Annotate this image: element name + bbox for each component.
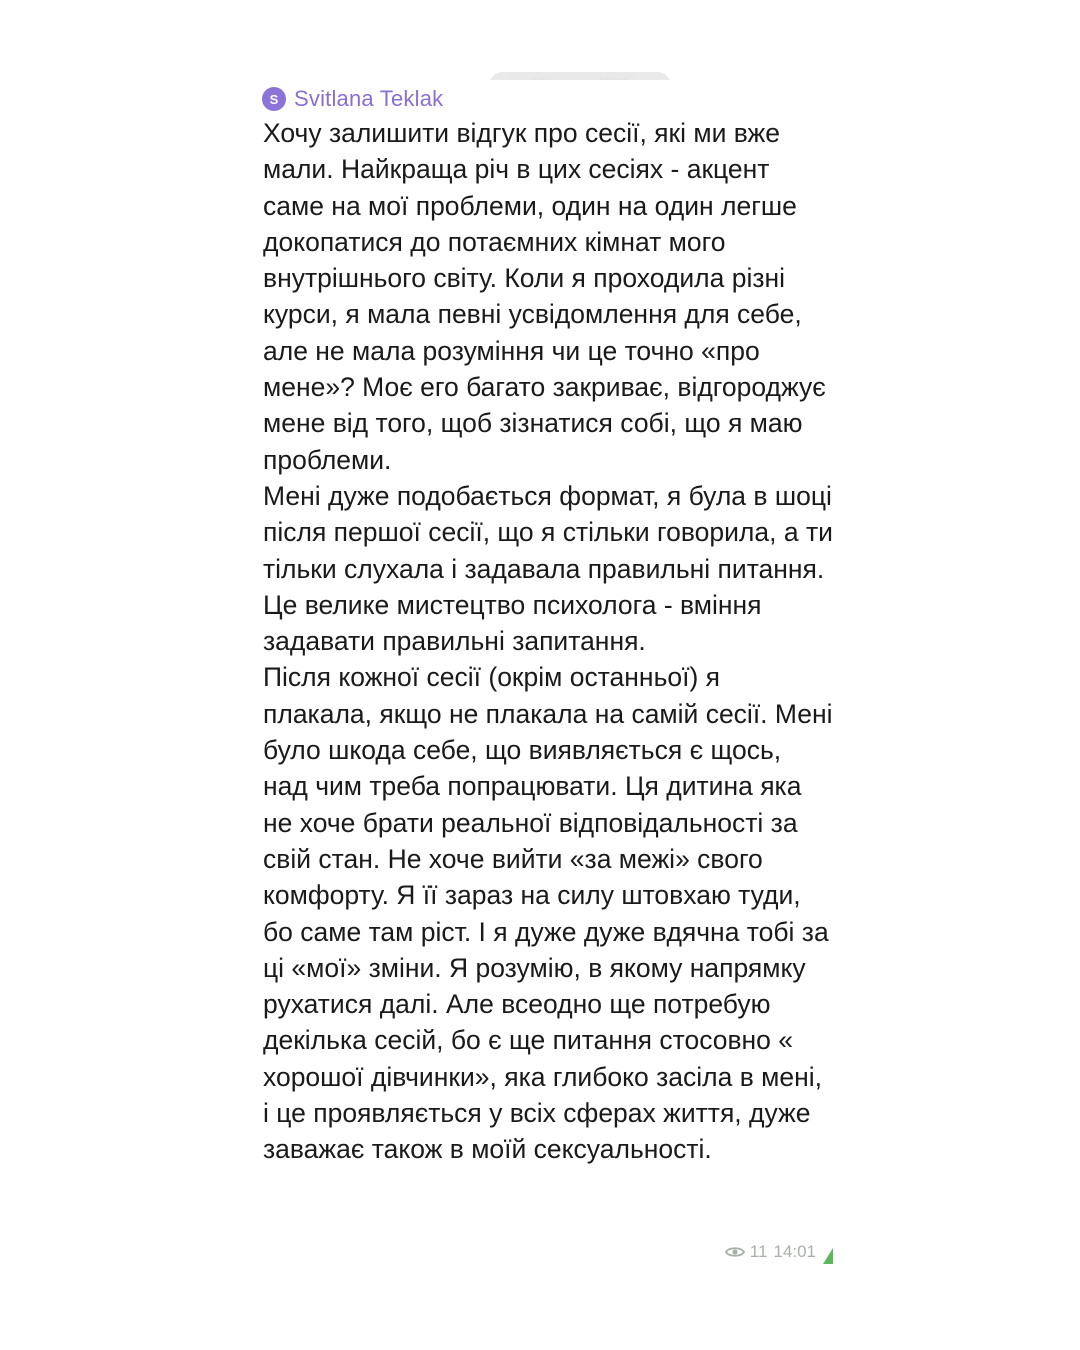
avatar-initial: S: [269, 91, 279, 107]
sender-name[interactable]: Svitlana Teklak: [294, 86, 444, 111]
avatar[interactable]: [262, 87, 286, 111]
message-paragraph: Хочу залишити відгук про сесії, які ми вже мали. Найкраща річ в цих сесіях - акцент саме на мої проблеми, один на один легше докопатися до потаємних кімнат мого внутрішнього світу. Коли я проходила різні курси, я мала певні усвідомлення для себе, але не мала розуміння чи це точно «про мене»? Моє его багато закриває, відгороджує мене від того, щоб зізнатися собі, що я маю проблеми.: [263, 118, 826, 475]
message-time: 14:01: [773, 1242, 816, 1261]
sender-row[interactable]: [262, 86, 443, 112]
message-bubble[interactable]: [248, 80, 832, 1266]
eye-icon: [725, 1245, 745, 1259]
bubble-tail: [823, 1248, 833, 1264]
message-text: [263, 115, 833, 1168]
message-meta: [725, 1242, 816, 1262]
message-paragraph: Мені дуже подобається формат, я була в шоці після першої сесії, що я стільки говорила, а ти тільки слухала і задавала правильні питання. Це велике мистецтво психолога - вміння задавати правильні запитання.: [263, 480, 833, 657]
message-paragraph: Після кожної сесії (окрім останньої) я плакала, якщо не плакала на самій сесії. Мені було шкода себе, що виявляється є щось, над чим треба попрацювати. Ця дитина яка не хоче брати реальної відповідальності за свій стан. Не хоче вийти «за межі» свого комфорту. Я її зараз на силу штовхаю туди, бо саме там ріст. І я дуже дуже вдячна тобі за ці «мої» зміни. Я розумію, в якому напрямку рухатися далі. Але всеодно ще потребую декілька сесій, бо є ще питання стосовно « хорошої дівчинки», яка глибоко засіла в мені, і це проявляється у всіх сферах життя, дуже заважає також в моїй сексуальності.: [263, 662, 833, 1165]
view-count: 11: [749, 1242, 768, 1261]
